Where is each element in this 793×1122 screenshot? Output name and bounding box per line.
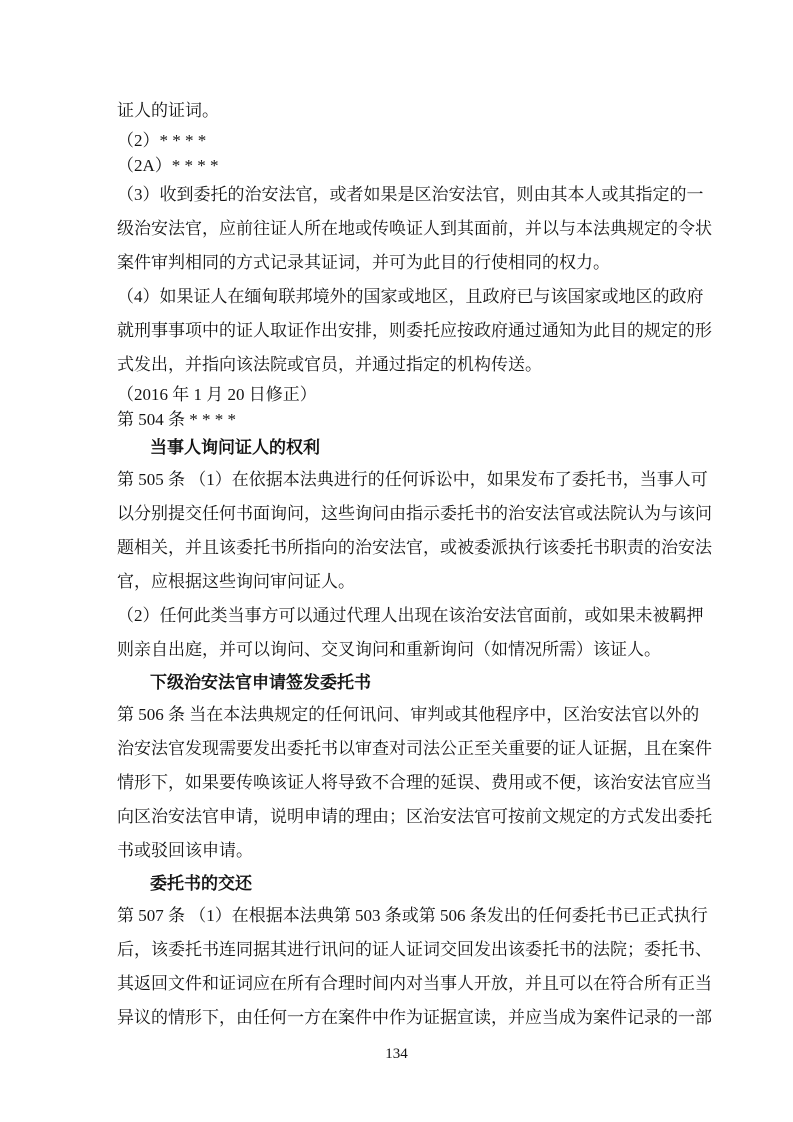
text-line-omitted: （2）* * * * bbox=[117, 131, 207, 150]
text-line: 以分别提交任何书面询问，这些询问由指示委托书的治安法官或法院认为与该问 bbox=[117, 504, 712, 523]
text-line: （4）如果证人在缅甸联邦境外的国家或地区，且政府已与该国家或地区的政府 bbox=[117, 287, 704, 306]
text-line: 异议的情形下，由任何一方在案件中作为证据宣读，并应当成为案件记录的一部 bbox=[117, 1008, 712, 1027]
text-line: 案件审判相同的方式记录其证词，并可为此目的行使相同的权力。 bbox=[117, 253, 610, 272]
text-line: 后，该委托书连同据其进行讯问的证人证词交回发出该委托书的法院；委托书、 bbox=[117, 940, 712, 959]
text-line: 第 505 条 （1）在依据本法典进行的任何诉讼中，如果发布了委托书，当事人可 bbox=[117, 470, 708, 489]
section-heading: 下级治安法官申请签发委托书 bbox=[150, 673, 371, 692]
article-504-line: 第 504 条 * * * * bbox=[117, 410, 236, 429]
text-line: （2）任何此类当事方可以通过代理人出现在该治安法官面前，或如果未被羁押 bbox=[117, 606, 704, 625]
text-line: 则亲自出庭，并可以询问、交叉询问和重新询问（如情况所需）该证人。 bbox=[117, 640, 661, 659]
text-line: 第 507 条 （1）在根据本法典第 503 条或第 506 条发出的任何委托书已正式执行 bbox=[117, 906, 708, 925]
text-line-omitted: （2A）* * * * bbox=[117, 156, 219, 175]
text-line: 级治安法官，应前往证人所在地或传唤证人到其面前，并以与本法典规定的令状 bbox=[117, 219, 712, 238]
text-line: 情形下，如果要传唤该证人将导致不合理的延误、费用或不便，该治安法官应当 bbox=[117, 773, 712, 792]
text-line: 式发出，并指向该法院或官员，并通过指定的机构传送。 bbox=[117, 355, 542, 374]
text-line: 向区治安法官申请，说明申请的理由；区治安法官可按前文规定的方式发出委托 bbox=[117, 807, 712, 826]
text-line: 其返回文件和证词应在所有合理时间内对当事人开放，并且可以在符合所有正当 bbox=[117, 974, 712, 993]
document-body bbox=[117, 94, 717, 1035]
page-number: 134 bbox=[385, 1046, 408, 1062]
section-heading: 当事人询问证人的权利 bbox=[150, 438, 320, 457]
text-line: 题相关，并且该委托书所指向的治安法官，或被委派执行该委托书职责的治安法 bbox=[117, 538, 712, 557]
text-line: 官，应根据这些询问审问证人。 bbox=[117, 572, 355, 591]
section-heading: 委托书的交还 bbox=[150, 874, 252, 893]
amendment-note: （2016 年 1 月 20 日修正） bbox=[117, 385, 317, 404]
text-line: 治安法官发现需要发出委托书以审查对司法公正至关重要的证人证据，且在案件 bbox=[117, 739, 712, 758]
text-line: 证人的证词。 bbox=[117, 101, 219, 120]
text-line: 书或驳回该申请。 bbox=[117, 841, 253, 860]
text-line: （3）收到委托的治安法官，或者如果是区治安法官，则由其本人或其指定的一 bbox=[117, 185, 704, 204]
text-line: 第 506 条 当在本法典规定的任何讯问、审判或其他程序中，区治安法官以外的 bbox=[117, 705, 700, 724]
text-line: 就刑事事项中的证人取证作出安排，则委托应按政府通过通知为此目的规定的形 bbox=[117, 321, 712, 340]
